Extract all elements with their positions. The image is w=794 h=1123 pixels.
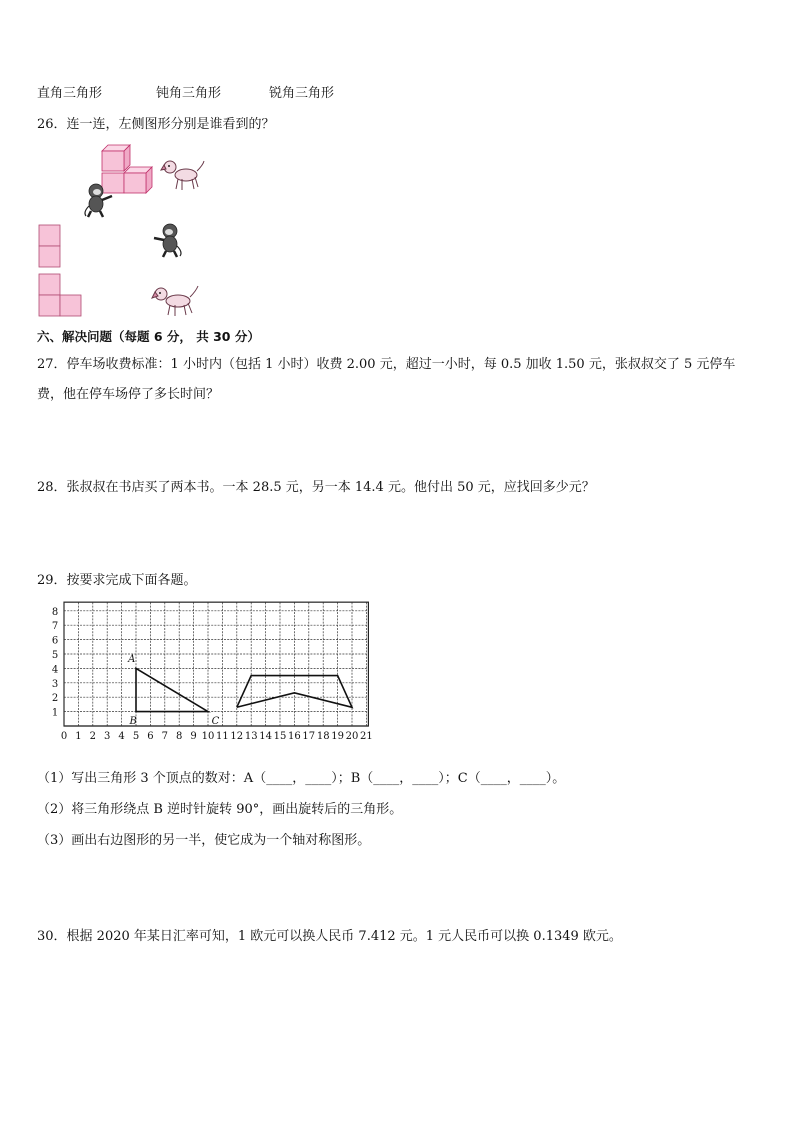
view-shape-l — [38, 273, 84, 317]
vertex-label-b: B — [129, 715, 137, 727]
y-tick-label: 1 — [51, 707, 59, 719]
x-tick-label: 13 — [244, 731, 258, 742]
x-tick-label: 6 — [147, 731, 154, 742]
x-tick-label: 15 — [273, 731, 287, 742]
x-tick-label: 8 — [176, 731, 183, 742]
question-29: 29．按要求完成下面各题。 — [37, 573, 197, 588]
y-tick-label: 7 — [51, 621, 59, 633]
x-tick-label: 21 — [360, 731, 373, 742]
x-tick-label: 7 — [161, 731, 168, 742]
x-tick-label: 9 — [190, 731, 197, 742]
view-shape-vertical — [38, 224, 62, 268]
triangle-abc — [136, 668, 208, 711]
y-tick-label: 3 — [51, 678, 59, 690]
x-tick-label: 10 — [201, 731, 215, 742]
dog-icon — [160, 157, 206, 193]
x-tick-label: 2 — [89, 731, 96, 742]
coordinate-grid — [42, 602, 376, 754]
x-tick-label: 5 — [132, 731, 140, 742]
section-6-title: 六、解决问题（每题 6 分， 共 30 分） — [37, 329, 260, 344]
vertex-label-a: A — [128, 653, 136, 665]
option-obtuse-triangle: 钝角三角形 — [156, 86, 222, 101]
option-right-triangle: 直角三角形 — [37, 86, 103, 101]
question-29-part-1: （1）写出三角形 3 个顶点的数对：A（____，____）；B（____，____）；C（____，____）。 — [37, 771, 566, 786]
x-tick-label: 11 — [216, 731, 229, 742]
x-tick-label: 20 — [345, 731, 359, 742]
question-28: 28．张叔叔在书店买了两本书。一本 28.5 元，另一本 14.4 元。他付出 50 元，应找回多少元？ — [37, 480, 595, 495]
y-tick-label: 2 — [51, 693, 59, 705]
question-30: 30．根据 2020 年某日汇率可知，1 欧元可以换人民币 7.412 元。1 元人民币可以换 0.1349 欧元。 — [37, 929, 622, 944]
monkey-icon — [152, 222, 186, 258]
x-tick-label: 3 — [104, 731, 111, 742]
x-tick-label: 4 — [118, 731, 125, 742]
question-29-part-3: （3）画出右边图形的另一半，使它成为一个轴对称图形。 — [37, 833, 371, 848]
y-tick-label: 6 — [51, 635, 59, 647]
question-29-part-2: （2）将三角形绕点 B 逆时针旋转 90°，画出旋转后的三角形。 — [37, 802, 403, 817]
y-tick-label: 8 — [51, 606, 59, 618]
x-tick-label: 14 — [259, 731, 272, 742]
x-tick-label: 12 — [230, 731, 244, 742]
question-26: 26．连一连，左侧图形分别是谁看到的？ — [37, 117, 275, 132]
dog-icon — [152, 283, 200, 319]
x-tick-label: 19 — [331, 731, 344, 742]
x-tick-label: 1 — [75, 731, 82, 742]
vertex-label-c: C — [211, 715, 220, 727]
question-27-line-1: 27．停车场收费标准：1 小时内（包括 1 小时）收费 2.00 元，超过一小时，每 0.5 加收 1.50 元，张叔叔交了 5 元停车 — [37, 357, 736, 372]
y-tick-label: 4 — [51, 664, 59, 676]
grid-frame — [64, 602, 368, 726]
x-tick-label: 0 — [60, 731, 68, 742]
question-27-line-2: 费，他在停车场停了多长时间？ — [37, 387, 220, 402]
y-tick-label: 5 — [51, 650, 59, 661]
x-tick-label: 16 — [288, 731, 301, 742]
monkey-icon — [82, 182, 116, 218]
x-tick-label: 17 — [302, 731, 316, 742]
x-tick-label: 18 — [316, 731, 330, 742]
option-acute-triangle: 锐角三角形 — [269, 86, 335, 101]
